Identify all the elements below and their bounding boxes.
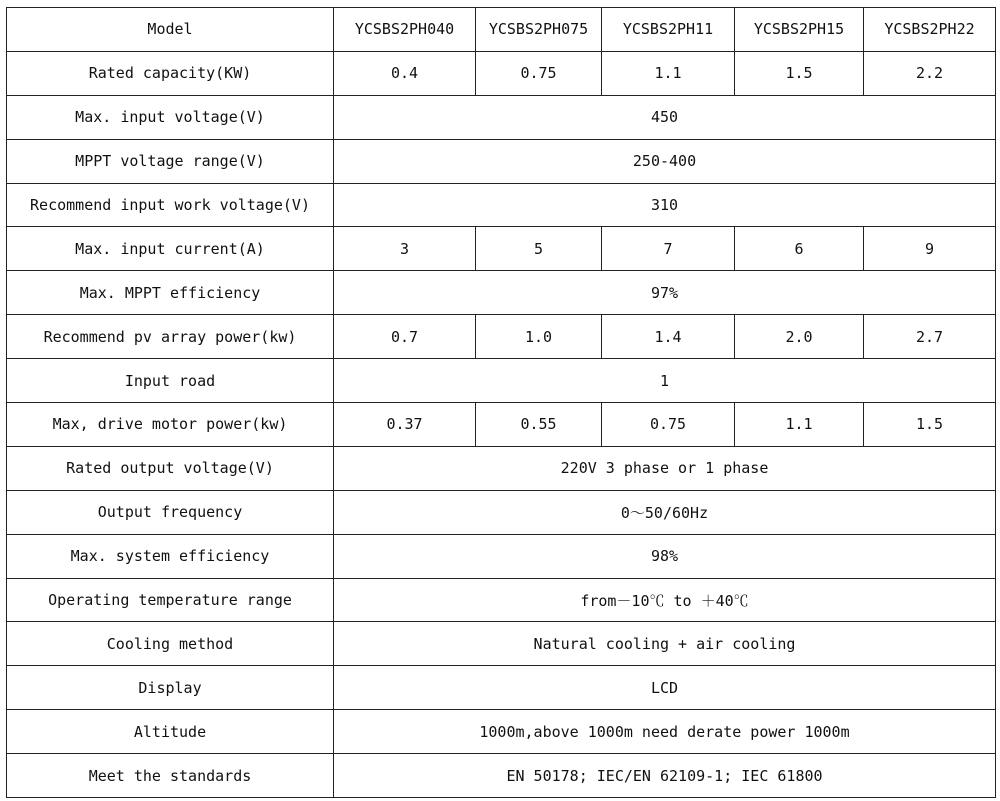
row-label: Max. input voltage(V) [7,95,334,139]
value-cell-merged: 98% [334,534,996,578]
table-row-output-frequency [7,490,996,534]
table-row-max-drive-motor-power [7,403,996,447]
row-label: Operating temperature range [7,578,334,622]
row-label: Rated output voltage(V) [7,446,334,490]
model-header-cell: YCSBS2PH075 [476,8,602,52]
value-cell: 1.1 [602,51,735,95]
value-cell-merged: 0～50/60Hz [334,490,996,534]
table-row-model [7,8,996,52]
value-cell: 9 [864,227,996,271]
row-label: Rated capacity(KW) [7,51,334,95]
value-cell: 1.5 [864,403,996,447]
value-cell: 1.4 [602,315,735,359]
value-cell: 6 [735,227,864,271]
value-cell: 0.55 [476,403,602,447]
model-header-cell: YCSBS2PH22 [864,8,996,52]
table-row-max-system-efficiency [7,534,996,578]
table-row-standards [7,754,996,798]
row-label: Meet the standards [7,754,334,798]
row-label: Max. system efficiency [7,534,334,578]
table-row-altitude [7,710,996,754]
value-cell: 7 [602,227,735,271]
table-row-rated-output-voltage [7,446,996,490]
value-cell: 2.7 [864,315,996,359]
table-row-rated-capacity [7,51,996,95]
value-cell: 0.37 [334,403,476,447]
table-row-display [7,666,996,710]
value-cell: 0.75 [476,51,602,95]
table-row-operating-temperature-range [7,578,996,622]
row-label: Max. input current(A) [7,227,334,271]
model-header-cell: YCSBS2PH15 [735,8,864,52]
value-cell-merged: Natural cooling + air cooling [334,622,996,666]
value-cell: 0.4 [334,51,476,95]
table-row-recommend-pv-array-power [7,315,996,359]
value-cell: 2.2 [864,51,996,95]
value-cell-merged: EN 50178; IEC/EN 62109-1; IEC 61800 [334,754,996,798]
row-label: MPPT voltage range(V) [7,139,334,183]
value-cell: 5 [476,227,602,271]
model-header-cell: YCSBS2PH040 [334,8,476,52]
model-header-cell: YCSBS2PH11 [602,8,735,52]
value-cell: 0.7 [334,315,476,359]
value-cell: 1.0 [476,315,602,359]
row-label: Output frequency [7,490,334,534]
row-label: Display [7,666,334,710]
row-label: Recommend pv array power(kw) [7,315,334,359]
value-cell: 2.0 [735,315,864,359]
value-cell-merged: 97% [334,271,996,315]
value-cell-merged: 310 [334,183,996,227]
value-cell: 1.1 [735,403,864,447]
value-cell: 1.5 [735,51,864,95]
value-cell-merged: 250-400 [334,139,996,183]
value-cell: 0.75 [602,403,735,447]
row-label: Recommend input work voltage(V) [7,183,334,227]
table-row-recommend-input-work-voltage [7,183,996,227]
table-row-max-mppt-efficiency [7,271,996,315]
value-cell-merged: 450 [334,95,996,139]
value-cell-merged: from－10℃ to ＋40℃ [334,578,996,622]
specifications-table [6,7,996,798]
row-label: Max, drive motor power(kw) [7,403,334,447]
table-row-max-input-current [7,227,996,271]
row-label: Model [7,8,334,52]
row-label: Altitude [7,710,334,754]
row-label: Input road [7,359,334,403]
row-label: Max. MPPT efficiency [7,271,334,315]
table-row-input-road [7,359,996,403]
table-row-cooling-method [7,622,996,666]
value-cell-merged: 1000m,above 1000m need derate power 1000m [334,710,996,754]
spec-sheet [6,7,995,797]
table-row-max-input-voltage [7,95,996,139]
value-cell-merged: 220V 3 phase or 1 phase [334,446,996,490]
row-label: Cooling method [7,622,334,666]
value-cell: 3 [334,227,476,271]
value-cell-merged: LCD [334,666,996,710]
table-row-mppt-voltage-range [7,139,996,183]
value-cell-merged: 1 [334,359,996,403]
